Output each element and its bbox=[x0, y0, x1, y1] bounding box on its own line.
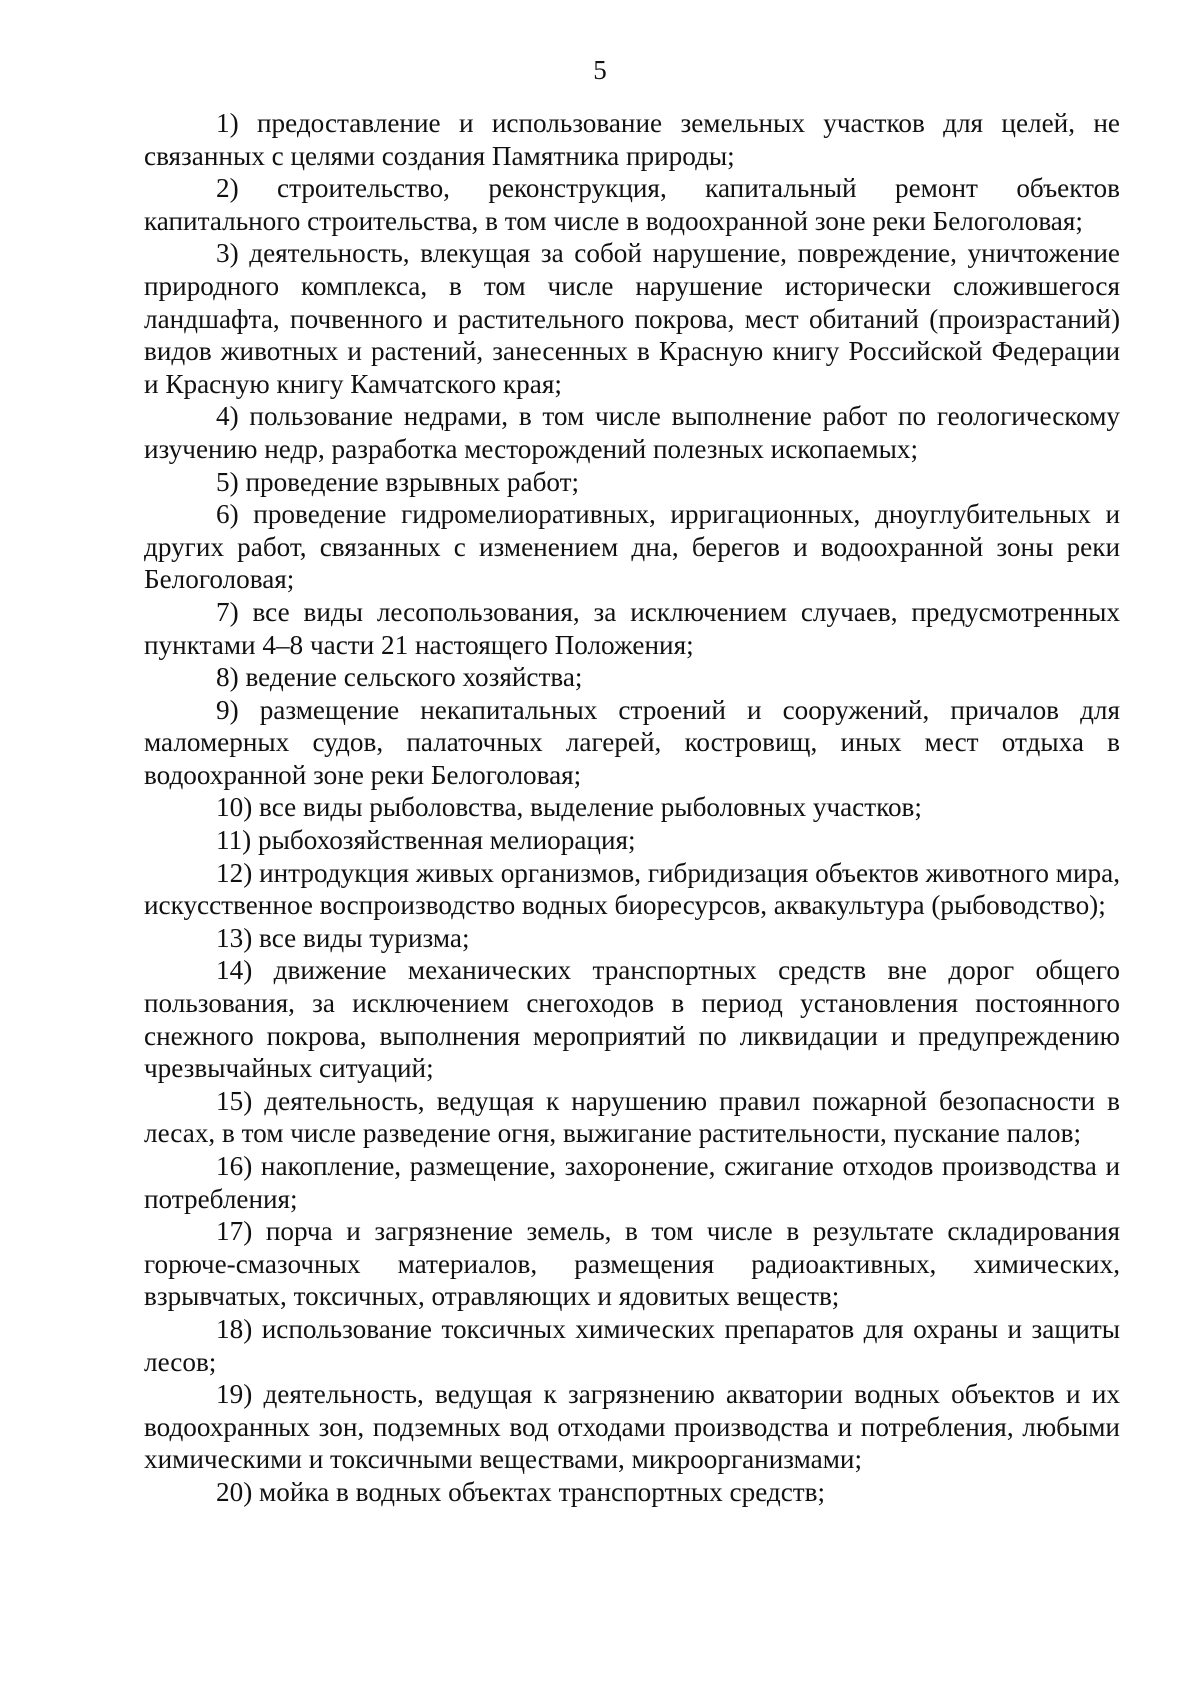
list-item: 5) проведение взрывных работ; bbox=[216, 466, 580, 497]
list-item: 9) размещение некапитальных строений и сооружений, причалов для маломерных судов, палаточных лагерей, костровищ, иных мест отдыха в водоохранной зоне реки Белоголовая; bbox=[144, 694, 1120, 790]
list-item: 13) все виды туризма; bbox=[216, 922, 470, 953]
list-item: 3) деятельность, влекущая за собой нарушение, повреждение, уничтожение природного комплекса, в том числе нарушение исторически сложившегося ландшафта, почвенного и растительного покрова, мест обитаний (произрастаний) видов животных и растений, занесенных в Красную книгу Российской Федерации и Красную книгу Камчатского края; bbox=[144, 238, 1120, 399]
list-item: 11) рыбохозяйственная мелиорация; bbox=[216, 825, 636, 856]
document-body bbox=[144, 107, 1120, 1509]
list-item: 20) мойка в водных объектах транспортных средств; bbox=[216, 1476, 826, 1507]
page-number: 5 bbox=[593, 55, 607, 85]
list-item: 18) использование токсичных химических препаратов для охраны и защиты лесов; bbox=[144, 1313, 1120, 1377]
list-item: 16) накопление, размещение, захоронение, сжигание отходов производства и потребления; bbox=[144, 1151, 1120, 1214]
list-item: 10) все виды рыболовства, выделение рыболовных участков; bbox=[216, 792, 922, 823]
list-item: 14) движение механических транспортных средств вне дорог общего пользования, за исключением снегоходов в период установления постоянного снежного покрова, выполнения мероприятий по ликвидации и предупреждению чрезвычайных ситуаций; bbox=[144, 955, 1120, 1084]
list-item: 1) предоставление и использование земельных участков для целей, не связанных с целями создания Памятника природы; bbox=[144, 108, 1120, 171]
list-item: 6) проведение гидромелиоративных, ирригационных, дноуглубительных и других работ, связанных с изменением дна, берегов и водоохранной зоны реки Белоголовая; bbox=[144, 499, 1120, 595]
list-item: 2) строительство, реконструкция, капитальный ремонт объектов капитального строительства, в том числе в водоохранной зоне реки Белоголовая; bbox=[144, 173, 1120, 236]
list-item: 4) пользование недрами, в том числе выполнение работ по геологическому изучению недр, разработка месторождений полезных ископаемых; bbox=[144, 401, 1120, 464]
list-item: 19) деятельность, ведущая к загрязнению акватории водных объектов и их водоохранных зон, подземных вод отходами производства и потребления, любыми химическими и токсичными веществами, микроорганизмами; bbox=[144, 1379, 1120, 1475]
list-item: 15) деятельность, ведущая к нарушению правил пожарной безопасности в лесах, в том числе разведение огня, выжигание растительности, пускание палов; bbox=[144, 1085, 1120, 1149]
list-item: 8) ведение сельского хозяйства; bbox=[216, 662, 583, 693]
list-item: 7) все виды лесопользования, за исключением случаев, предусмотренных пунктами 4–8 части 21 настоящего Положения; bbox=[144, 596, 1120, 660]
list-item: 12) интродукция живых организмов, гибридизация объектов животного мира, искусственное воспроизводство водных биоресурсов, аквакультура (рыбоводство); bbox=[144, 857, 1120, 921]
list-item: 17) порча и загрязнение земель, в том числе в результате складирования горюче-смазочных материалов, размещения радиоактивных, химических, взрывчатых, токсичных, отравляющих и ядовитых веществ; bbox=[144, 1216, 1120, 1312]
